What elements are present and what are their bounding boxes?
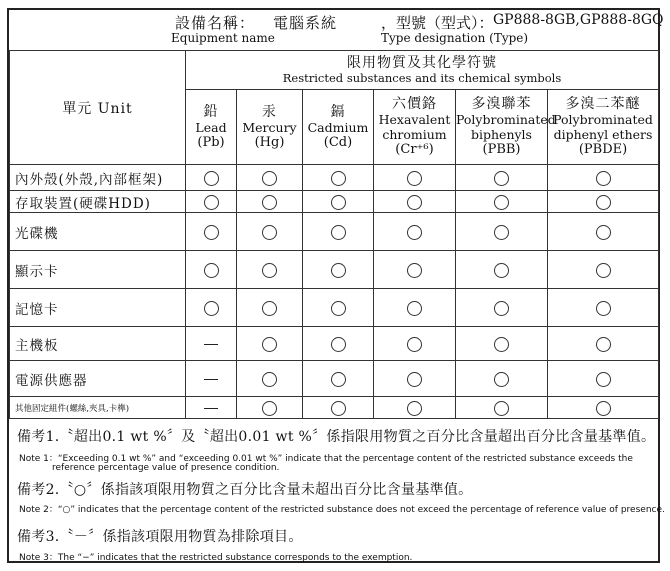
substance-name-zh: 鎘 <box>330 103 346 120</box>
note2-en: Note 2：“○” indicates that the percentage content of the restricted substance does not exceed the percentage of reference value of presence. <box>19 505 665 515</box>
circle-mark-icon <box>262 401 277 416</box>
compliant-mark-cell <box>456 289 548 327</box>
circle-mark-icon <box>596 195 611 210</box>
compliant-mark-cell <box>237 327 303 361</box>
restricted-substances-table <box>9 50 659 419</box>
table-row <box>10 251 659 289</box>
substance-name-en: Hexavalent <box>378 112 451 127</box>
compliant-mark-cell <box>186 289 237 327</box>
compliant-mark-cell <box>456 327 548 361</box>
circle-mark-icon <box>494 195 509 210</box>
compliant-mark-cell <box>237 251 303 289</box>
note1-en: Note 1：“Exceeding 0.1 wt %” and “exceeding 0.01 wt %” indicate that the percentage content of the restricted substance exceeds the <box>19 454 633 464</box>
compliant-mark-cell <box>374 213 456 251</box>
circle-mark-icon <box>407 195 422 210</box>
circle-mark-icon <box>494 171 509 186</box>
circle-mark-icon <box>494 225 509 240</box>
exemption-mark-cell <box>186 327 237 361</box>
table-row <box>10 327 659 361</box>
substance-symbol: (PBB) <box>482 142 521 157</box>
compliant-mark-cell <box>374 251 456 289</box>
exemption-mark-cell <box>186 361 237 397</box>
compliant-mark-cell <box>237 361 303 397</box>
compliant-mark-cell <box>186 251 237 289</box>
compliant-mark-cell <box>186 191 237 213</box>
substance-name-zh: 六價鉻 <box>392 96 437 112</box>
circle-mark-icon <box>331 225 346 240</box>
rohs-declaration-frame <box>7 8 665 563</box>
substance-name-en-cont: diphenyl ethers <box>553 127 653 142</box>
compliant-mark-cell <box>303 289 374 327</box>
circle-mark-icon <box>331 301 346 316</box>
component-label: 電源供應器 <box>10 361 186 397</box>
component-label: 內外殼(外殼,內部框架) <box>10 165 186 191</box>
circle-mark-icon <box>331 372 346 387</box>
circle-mark-icon <box>494 372 509 387</box>
compliant-mark-cell <box>374 191 456 213</box>
compliant-mark-cell <box>456 213 548 251</box>
dash-mark-icon <box>204 344 218 345</box>
circle-mark-icon <box>596 401 611 416</box>
compliant-mark-cell <box>374 361 456 397</box>
type-value: GP888-8GB,GP888-8GQ <box>493 12 664 28</box>
substance-symbol: (Cr⁺⁶) <box>395 142 434 157</box>
compliant-mark-cell <box>374 165 456 191</box>
table-row <box>10 397 659 419</box>
compliant-mark-cell <box>303 251 374 289</box>
circle-mark-icon <box>331 337 346 352</box>
note1-zh: 備考1.〝超出0.1 wt %〞及〝超出0.01 wt %〞係指限用物質之百分比含量超出百分比含量基準值。 <box>17 429 656 445</box>
component-label: 存取裝置(硬碟HDD) <box>10 191 186 213</box>
table-row <box>10 165 659 191</box>
circle-mark-icon <box>407 225 422 240</box>
exemption-mark-cell <box>186 397 237 419</box>
circle-mark-icon <box>407 372 422 387</box>
circle-mark-icon <box>407 263 422 278</box>
substance-header-cell <box>374 90 456 165</box>
note1-en-cont: reference percentage value of presence condition. <box>52 463 280 473</box>
circle-mark-icon <box>407 401 422 416</box>
type-label-en: Type designation (Type) <box>381 31 529 45</box>
circle-mark-icon <box>262 301 277 316</box>
circle-mark-icon <box>596 171 611 186</box>
compliant-mark-cell <box>374 289 456 327</box>
substance-header-cell <box>456 90 556 165</box>
substance-name-zh: 汞 <box>262 103 277 120</box>
compliant-mark-cell <box>186 165 237 191</box>
restricted-substances-zh: 限用物質及其化學符號 <box>347 55 497 71</box>
circle-mark-icon <box>331 195 346 210</box>
compliant-mark-cell <box>548 361 659 397</box>
substance-name-en: Polybrominated <box>553 112 653 127</box>
component-label: 主機板 <box>10 327 186 361</box>
document-header <box>9 10 664 50</box>
unit-header: 單元 Unit <box>10 51 186 165</box>
compliant-mark-cell <box>303 165 374 191</box>
compliant-mark-cell <box>303 191 374 213</box>
component-label: 記憶卡 <box>10 289 186 327</box>
circle-mark-icon <box>494 401 509 416</box>
circle-mark-icon <box>596 301 611 316</box>
circle-mark-icon <box>262 171 277 186</box>
substance-symbol: (Cd) <box>323 134 353 150</box>
type-label-zh: ，型號（型式）： <box>381 14 494 32</box>
compliant-mark-cell <box>303 397 374 419</box>
circle-mark-icon <box>331 401 346 416</box>
component-label: 顯示卡 <box>10 251 186 289</box>
circle-mark-icon <box>204 195 219 210</box>
substance-name-zh: 多溴聯苯 <box>471 96 532 112</box>
compliant-mark-cell <box>456 397 548 419</box>
circle-mark-icon <box>596 225 611 240</box>
table-row <box>10 361 659 397</box>
compliant-mark-cell <box>186 213 237 251</box>
circle-mark-icon <box>204 301 219 316</box>
substance-name-en: Cadmium <box>307 119 369 135</box>
circle-mark-icon <box>331 263 346 278</box>
compliant-mark-cell <box>548 397 659 419</box>
circle-mark-icon <box>596 263 611 278</box>
product-name: 電腦系統 <box>273 14 338 32</box>
note3-en: Note 3：The “−” indicates that the restricted substance corresponds to the exemption. <box>19 553 413 563</box>
compliant-mark-cell <box>237 191 303 213</box>
substance-name-en: Lead <box>195 119 227 135</box>
circle-mark-icon <box>262 337 277 352</box>
compliant-mark-cell <box>237 289 303 327</box>
compliant-mark-cell <box>237 213 303 251</box>
component-rows <box>10 165 659 419</box>
circle-mark-icon <box>262 225 277 240</box>
substance-header-cell <box>548 90 659 165</box>
compliant-mark-cell <box>456 165 548 191</box>
restricted-substances-header <box>186 51 659 90</box>
circle-mark-icon <box>494 301 509 316</box>
compliant-mark-cell <box>456 251 548 289</box>
circle-mark-icon <box>407 171 422 186</box>
circle-mark-icon <box>331 171 346 186</box>
circle-mark-icon <box>204 225 219 240</box>
circle-mark-icon <box>262 195 277 210</box>
compliant-mark-cell <box>237 397 303 419</box>
compliant-mark-cell <box>456 191 548 213</box>
dash-mark-icon <box>204 379 218 380</box>
circle-mark-icon <box>262 263 277 278</box>
circle-mark-icon <box>204 171 219 186</box>
circle-mark-icon <box>596 372 611 387</box>
compliant-mark-cell <box>374 397 456 419</box>
compliant-mark-cell <box>456 361 548 397</box>
substance-name-en: Polybrominated <box>456 112 556 127</box>
equipment-label-zh: 設備名稱： <box>175 14 256 32</box>
compliant-mark-cell <box>548 289 659 327</box>
substance-name-en-cont: biphenyls <box>471 127 532 142</box>
compliant-mark-cell <box>548 213 659 251</box>
compliant-mark-cell <box>303 327 374 361</box>
compliant-mark-cell <box>237 165 303 191</box>
circle-mark-icon <box>204 263 219 278</box>
table-row <box>10 213 659 251</box>
compliant-mark-cell <box>303 213 374 251</box>
circle-mark-icon <box>407 301 422 316</box>
compliant-mark-cell <box>548 191 659 213</box>
substance-header-cell <box>237 90 303 165</box>
compliant-mark-cell <box>548 327 659 361</box>
substance-name-en: Mercury <box>242 119 297 135</box>
substance-symbol: (PBDE) <box>578 142 628 157</box>
substance-header-cell <box>186 90 237 165</box>
note2-zh: 備考2.〝○〞係指該項限用物質之百分比含量未超出百分比含量基準值。 <box>17 482 473 498</box>
substance-symbol: (Pb) <box>197 134 225 150</box>
circle-mark-icon <box>262 372 277 387</box>
component-label: 其他固定組件(螺絲,夾具,卡榫) <box>10 397 186 419</box>
substance-name-zh: 多溴二苯醚 <box>565 96 641 112</box>
circle-mark-icon <box>494 263 509 278</box>
substance-name-en-cont: chromium <box>382 127 447 142</box>
substance-name-zh: 鉛 <box>203 103 219 120</box>
circle-mark-icon <box>596 337 611 352</box>
compliant-mark-cell <box>548 251 659 289</box>
compliant-mark-cell <box>374 327 456 361</box>
table-row <box>10 191 659 213</box>
compliant-mark-cell <box>548 165 659 191</box>
substance-symbol: (Hg) <box>254 134 285 150</box>
component-label: 光碟機 <box>10 213 186 251</box>
circle-mark-icon <box>494 337 509 352</box>
note3-zh: 備考3.〝－〞係指該項限用物質為排除項目。 <box>17 529 303 545</box>
circle-mark-icon <box>407 337 422 352</box>
restricted-substances-en: Restricted substances and its chemical symbols <box>282 71 562 85</box>
table-row <box>10 289 659 327</box>
equipment-label-en: Equipment name <box>171 31 275 45</box>
dash-mark-icon <box>204 408 218 409</box>
substance-header-cell <box>303 90 374 165</box>
compliant-mark-cell <box>303 361 374 397</box>
